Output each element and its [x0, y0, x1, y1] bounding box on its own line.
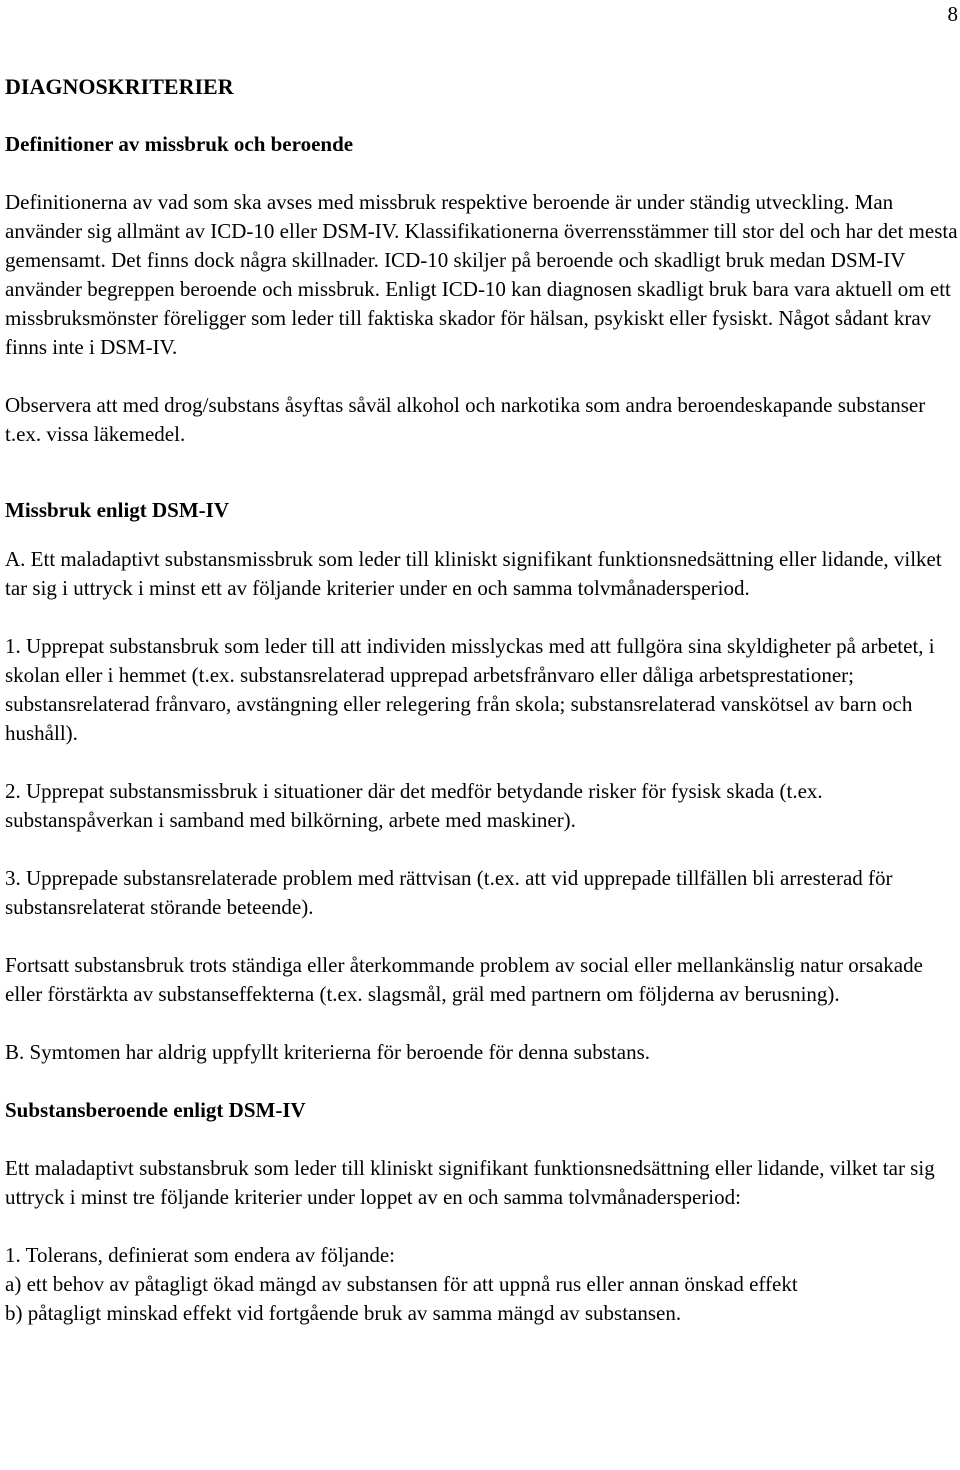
paragraph-definitions: Definitionerna av vad som ska avses med missbruk respektive beroende är under ständig utveckling. Man använder sig allmänt av ICD-10 eller DSM-IV. Klassifikationerna överrensstämmer till stor del och har det mesta gemensamt. Det finns dock några skillnader. ICD-10 skiljer på beroende och skadligt bruk medan DSM-IV använder begreppen beroende och missbruk. Enligt ICD-10 kan diagnosen skadligt bruk bara vara aktuell om ett missbruksmönster föreligger som leder till faktiska skador för hälsan, psykiskt eller fysiskt. Något sådant krav finns inte i DSM-IV.: [5, 190, 958, 359]
dependence-item-1a: a) ett behov av påtagligt ökad mängd av substansen för att uppnå rus eller annan önskad effekt: [5, 1272, 798, 1296]
section-title-dependence: Substansberoende enligt DSM-IV: [5, 1098, 306, 1122]
dependence-intro: Ett maladaptivt substansbruk som leder till kliniskt signifikant funktionsnedsättning eller lidande, vilket tar sig uttryck i minst tre följande kriterier under loppet av en och samma tolvmånadersperiod:: [5, 1156, 935, 1209]
dependence-item-1b: b) påtagligt minskad effekt vid fortgående bruk av samma mängd av substansen.: [5, 1301, 682, 1325]
document-body: [5, 72, 960, 1328]
page-heading: DIAGNOSKRITERIER: [5, 74, 234, 99]
paragraph-note: Observera att med drog/substans åsyftas såväl alkohol och narkotika som andra beroendeskapande substanser t.ex. vissa läkemedel.: [5, 393, 926, 446]
section-title-definitions: Definitioner av missbruk och beroende: [5, 132, 354, 156]
abuse-criterion-a: A. Ett maladaptivt substansmissbruk som leder till kliniskt signifikant funktionsnedsättning eller lidande, vilket tar sig i uttryck i minst ett av följande kriterier under en och samma tolvmånadersperiod.: [5, 547, 942, 600]
abuse-criterion-b: B. Symtomen har aldrig uppfyllt kriterierna för beroende för denna substans.: [5, 1040, 650, 1064]
page-number: 8: [947, 2, 958, 26]
abuse-item-1: 1. Upprepat substansbruk som leder till att individen misslyckas med att fullgöra sina skyldigheter på arbetet, i skolan eller i hemmet (t.ex. substansrelaterad upprepad arbetsfrånvaro eller dåliga arbetsprestationer; substansrelaterad frånvaro, avstängning eller relegering från skola; substansrelaterad vanskötsel av barn och hushåll).: [5, 634, 935, 745]
abuse-item-4: Fortsatt substansbruk trots ständiga eller återkommande problem av social eller mellankänslig natur orsakade eller förstärkta av substanseffekterna (t.ex. slagsmål, gräl med partnern om följderna av berusning).: [5, 953, 923, 1006]
abuse-item-2: 2. Upprepat substansmissbruk i situationer där det medför betydande risker för fysisk skada (t.ex. substanspåverkan i samband med bilkörning, arbete med maskiner).: [5, 779, 823, 832]
abuse-item-3: 3. Upprepade substansrelaterade problem med rättvisan (t.ex. att vid upprepade tillfällen bli arresterad för substansrelaterat störande beteende).: [5, 866, 893, 919]
dependence-item-1: 1. Tolerans, definierat som endera av följande:: [5, 1243, 395, 1267]
section-title-abuse: Missbruk enligt DSM-IV: [5, 498, 230, 522]
